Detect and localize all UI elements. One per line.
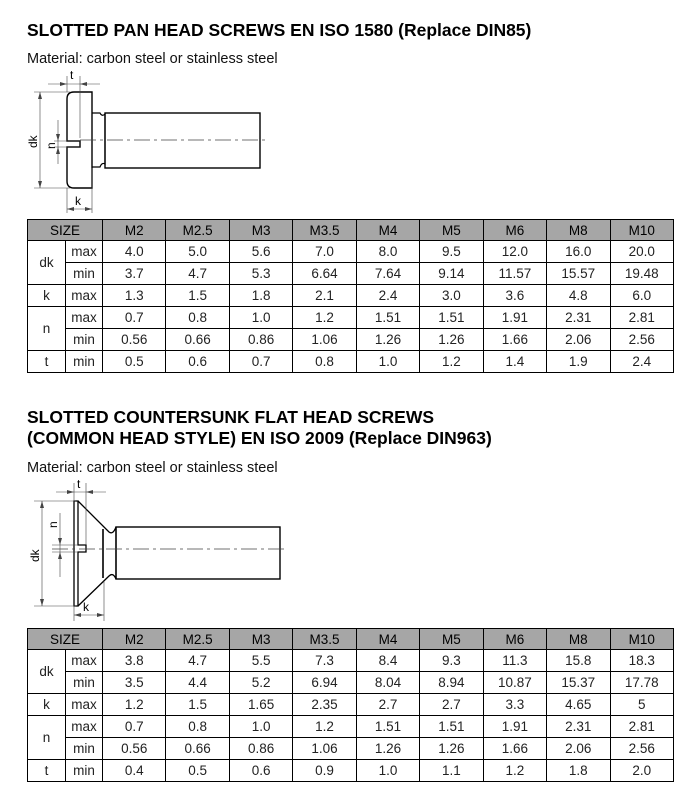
- value-cell: 0.7: [103, 307, 166, 329]
- value-cell: 1.8: [229, 285, 292, 307]
- value-cell: 20.0: [610, 241, 673, 263]
- param-cell: n: [28, 307, 66, 351]
- value-cell: 11.57: [483, 263, 546, 285]
- table-row: [28, 694, 674, 716]
- value-cell: 15.8: [547, 650, 610, 672]
- value-cell: 1.2: [420, 351, 483, 373]
- table-header-row: [28, 629, 674, 650]
- size-col: M5: [420, 220, 483, 241]
- size-col: M3.5: [293, 220, 356, 241]
- value-cell: 3.6: [483, 285, 546, 307]
- value-cell: 8.94: [420, 672, 483, 694]
- value-cell: 2.81: [610, 307, 673, 329]
- section-1-title: [27, 20, 531, 41]
- value-cell: 4.4: [166, 672, 229, 694]
- limit-cell: max: [66, 650, 103, 672]
- value-cell: 19.48: [610, 263, 673, 285]
- section-1-title-line: SLOTTED PAN HEAD SCREWS EN ISO 1580 (Replace DIN85): [27, 20, 532, 40]
- table-row: [28, 263, 674, 285]
- value-cell: 0.56: [103, 738, 166, 760]
- size-col: M2.5: [166, 629, 229, 650]
- value-cell: 1.51: [356, 307, 419, 329]
- value-cell: 1.06: [293, 738, 356, 760]
- value-cell: 2.06: [547, 738, 610, 760]
- size-col: M3.5: [293, 629, 356, 650]
- value-cell: 0.7: [229, 351, 292, 373]
- limit-cell: max: [66, 307, 103, 329]
- table-header-row: [28, 220, 674, 241]
- value-cell: 0.86: [229, 329, 292, 351]
- label-k: k: [75, 194, 81, 208]
- value-cell: 1.65: [229, 694, 292, 716]
- label-n: n: [46, 521, 60, 528]
- section-2-title: [27, 407, 492, 449]
- value-cell: 2.1: [293, 285, 356, 307]
- size-header: SIZE: [28, 629, 103, 650]
- value-cell: 6.0: [610, 285, 673, 307]
- param-cell: k: [28, 694, 66, 716]
- value-cell: 8.0: [356, 241, 419, 263]
- value-cell: 1.91: [483, 307, 546, 329]
- value-cell: 1.51: [420, 307, 483, 329]
- value-cell: 3.7: [103, 263, 166, 285]
- value-cell: 5.3: [229, 263, 292, 285]
- size-col: M2: [103, 629, 166, 650]
- value-cell: 1.66: [483, 738, 546, 760]
- value-cell: 1.9: [547, 351, 610, 373]
- value-cell: 0.6: [229, 760, 292, 782]
- value-cell: 1.3: [103, 285, 166, 307]
- value-cell: 1.8: [547, 760, 610, 782]
- limit-cell: min: [66, 738, 103, 760]
- label-t: t: [77, 477, 81, 491]
- size-col: M5: [420, 629, 483, 650]
- value-cell: 1.26: [420, 329, 483, 351]
- value-cell: 7.64: [356, 263, 419, 285]
- value-cell: 1.66: [483, 329, 546, 351]
- size-col: M2.5: [166, 220, 229, 241]
- table-row: [28, 329, 674, 351]
- value-cell: 4.7: [166, 650, 229, 672]
- param-cell: k: [28, 285, 66, 307]
- value-cell: 0.5: [103, 351, 166, 373]
- value-cell: 1.4: [483, 351, 546, 373]
- value-cell: 1.2: [103, 694, 166, 716]
- pan-head-spec-table: [27, 219, 674, 373]
- value-cell: 0.5: [166, 760, 229, 782]
- table-row: [28, 307, 674, 329]
- size-col: M8: [547, 220, 610, 241]
- size-header: SIZE: [28, 220, 103, 241]
- value-cell: 2.56: [610, 329, 673, 351]
- size-col: M2: [103, 220, 166, 241]
- value-cell: 8.4: [356, 650, 419, 672]
- value-cell: 16.0: [547, 241, 610, 263]
- size-col: M4: [356, 629, 419, 650]
- value-cell: 1.5: [166, 285, 229, 307]
- value-cell: 1.26: [356, 329, 419, 351]
- value-cell: 5.0: [166, 241, 229, 263]
- param-cell: dk: [28, 650, 66, 694]
- value-cell: 8.04: [356, 672, 419, 694]
- limit-cell: min: [66, 672, 103, 694]
- size-col: M8: [547, 629, 610, 650]
- limit-cell: min: [66, 351, 103, 373]
- value-cell: 1.1: [420, 760, 483, 782]
- value-cell: 11.3: [483, 650, 546, 672]
- value-cell: 1.26: [356, 738, 419, 760]
- countersunk-spec-table: [27, 628, 674, 782]
- value-cell: 1.2: [293, 716, 356, 738]
- value-cell: 1.06: [293, 329, 356, 351]
- label-k: k: [83, 600, 89, 614]
- countersunk-screw-diagram: [20, 477, 300, 622]
- value-cell: 1.0: [229, 716, 292, 738]
- value-cell: 0.8: [166, 307, 229, 329]
- value-cell: 9.14: [420, 263, 483, 285]
- value-cell: 1.0: [356, 351, 419, 373]
- value-cell: 0.6: [166, 351, 229, 373]
- value-cell: 5.6: [229, 241, 292, 263]
- value-cell: 2.56: [610, 738, 673, 760]
- value-cell: 2.7: [420, 694, 483, 716]
- param-cell: t: [28, 351, 66, 373]
- value-cell: 1.51: [420, 716, 483, 738]
- size-col: M3: [229, 220, 292, 241]
- value-cell: 2.35: [293, 694, 356, 716]
- value-cell: 4.8: [547, 285, 610, 307]
- value-cell: 7.0: [293, 241, 356, 263]
- value-cell: 1.91: [483, 716, 546, 738]
- table-row: [28, 241, 674, 263]
- value-cell: 1.2: [293, 307, 356, 329]
- value-cell: 4.7: [166, 263, 229, 285]
- value-cell: 5.2: [229, 672, 292, 694]
- value-cell: 2.31: [547, 307, 610, 329]
- value-cell: 9.3: [420, 650, 483, 672]
- limit-cell: min: [66, 263, 103, 285]
- value-cell: 15.57: [547, 263, 610, 285]
- limit-cell: min: [66, 760, 103, 782]
- size-col: M10: [610, 220, 673, 241]
- section-2-title-line: (COMMON HEAD STYLE) EN ISO 2009 (Replace DIN963): [27, 428, 492, 448]
- label-t: t: [70, 68, 74, 82]
- table-row: [28, 351, 674, 373]
- size-col: M4: [356, 220, 419, 241]
- section-2-title-line: SLOTTED COUNTERSUNK FLAT HEAD SCREWS: [27, 407, 435, 427]
- limit-cell: max: [66, 694, 103, 716]
- value-cell: 1.0: [229, 307, 292, 329]
- limit-cell: max: [66, 716, 103, 738]
- value-cell: 2.7: [356, 694, 419, 716]
- value-cell: 3.8: [103, 650, 166, 672]
- value-cell: 0.66: [166, 738, 229, 760]
- value-cell: 1.26: [420, 738, 483, 760]
- table-row: [28, 650, 674, 672]
- value-cell: 0.86: [229, 738, 292, 760]
- value-cell: 2.4: [610, 351, 673, 373]
- table-row: [28, 760, 674, 782]
- value-cell: 0.8: [166, 716, 229, 738]
- value-cell: 2.81: [610, 716, 673, 738]
- value-cell: 0.9: [293, 760, 356, 782]
- size-col: M6: [483, 220, 546, 241]
- value-cell: 6.94: [293, 672, 356, 694]
- value-cell: 1.51: [356, 716, 419, 738]
- value-cell: 0.66: [166, 329, 229, 351]
- param-cell: n: [28, 716, 66, 760]
- value-cell: 2.31: [547, 716, 610, 738]
- value-cell: 0.56: [103, 329, 166, 351]
- value-cell: 0.7: [103, 716, 166, 738]
- value-cell: 7.3: [293, 650, 356, 672]
- size-col: M6: [483, 629, 546, 650]
- section-1-material: Material: carbon steel or stainless steel: [27, 51, 278, 67]
- size-col: M3: [229, 629, 292, 650]
- value-cell: 12.0: [483, 241, 546, 263]
- value-cell: 3.0: [420, 285, 483, 307]
- value-cell: 5: [610, 694, 673, 716]
- param-cell: t: [28, 760, 66, 782]
- value-cell: 0.8: [293, 351, 356, 373]
- value-cell: 18.3: [610, 650, 673, 672]
- value-cell: 17.78: [610, 672, 673, 694]
- value-cell: 2.0: [610, 760, 673, 782]
- value-cell: 4.65: [547, 694, 610, 716]
- table-row: [28, 672, 674, 694]
- limit-cell: min: [66, 329, 103, 351]
- value-cell: 9.5: [420, 241, 483, 263]
- value-cell: 2.4: [356, 285, 419, 307]
- value-cell: 1.2: [483, 760, 546, 782]
- limit-cell: max: [66, 285, 103, 307]
- pan-head-screw-diagram: [20, 68, 280, 216]
- value-cell: 1.5: [166, 694, 229, 716]
- value-cell: 10.87: [483, 672, 546, 694]
- value-cell: 15.37: [547, 672, 610, 694]
- value-cell: 1.0: [356, 760, 419, 782]
- size-col: M10: [610, 629, 673, 650]
- label-dk: dk: [28, 549, 42, 562]
- value-cell: 5.5: [229, 650, 292, 672]
- label-dk: dk: [26, 135, 40, 148]
- table-row: [28, 716, 674, 738]
- table-row: [28, 738, 674, 760]
- label-n: n: [44, 142, 58, 149]
- value-cell: 6.64: [293, 263, 356, 285]
- value-cell: 0.4: [103, 760, 166, 782]
- value-cell: 3.5: [103, 672, 166, 694]
- table-row: [28, 285, 674, 307]
- value-cell: 2.06: [547, 329, 610, 351]
- value-cell: 4.0: [103, 241, 166, 263]
- value-cell: 3.3: [483, 694, 546, 716]
- param-cell: dk: [28, 241, 66, 285]
- limit-cell: max: [66, 241, 103, 263]
- section-2-material: Material: carbon steel or stainless steel: [27, 460, 278, 476]
